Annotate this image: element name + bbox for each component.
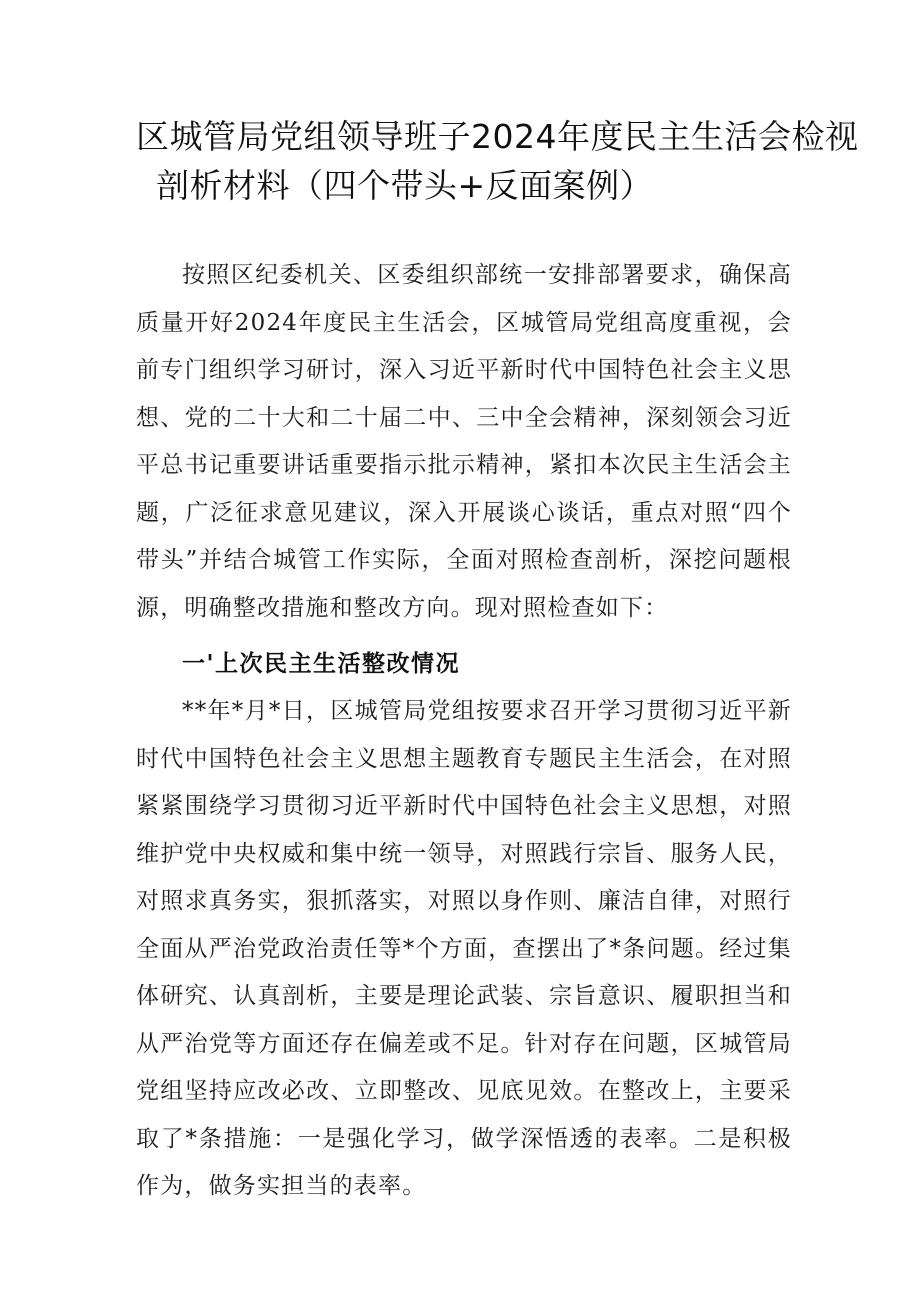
intro-paragraph: 按照区纪委机关、区委组织部统一安排部署要求，确保高质量开好2024年度民主生活会，区城管局党组高度重视，会前专门组织学习研讨，深入习近平新时代中国特色社会主义思想、党的二十大和二十届二中、三中全会精神，深刻领会习近平总书记重要讲话重要指示批示精神，紧扣本次民主生活会主题，广泛征求意见建议，深入开展谈心谈话，重点对照“四个带头”并结合城管工作实际，全面对照检查剖析，深挖问题根源，明确整改措施和整改方向。现对照检查如下： — [136, 262, 792, 621]
section-paragraph: **年*月*日，区城管局党组按要求召开学习贯彻习近平新时代中国特色社会主义思想主题教育专题民主生活会，在对照紧紧围绕学习贯彻习近平新时代中国特色社会主义思想，对照维护党中央权威和集中统一领导，对照践行宗旨、服务人民，对照求真务实，狠抓落实，对照以身作则、廉洁自律，对照行全面从严治党政治责任等*个方面，查摆出了*条问题。经过集体研究、认真剖析，主要是理论武装、宗旨意识、履职担当和从严治党等方面还存在偏差或不足。针对存在问题，区城管局党组坚持应改必改、立即整改、见底见效。在整改上，主要采取了*条措施：一是强化学习，做学深悟透的表率。二是积极作为，做务实担当的表率。 — [136, 698, 792, 1199]
title-line-2: 剖析材料（四个带头+反面案例） — [156, 166, 654, 205]
section-heading: 一'上次民主生活整改情况 — [182, 650, 461, 677]
title-line-1: 区城管局党组领导班子2024年度民主生活会检视 — [136, 117, 859, 156]
document-title — [136, 112, 859, 210]
